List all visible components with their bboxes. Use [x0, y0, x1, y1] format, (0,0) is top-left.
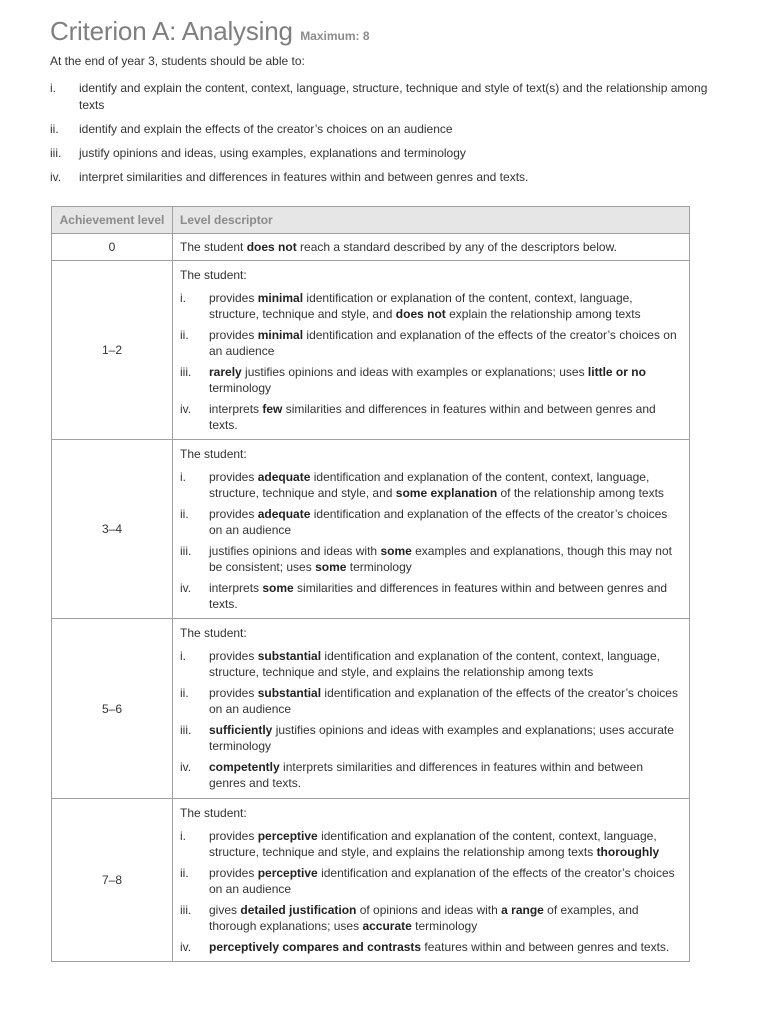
- objective-number: ii.: [50, 122, 59, 136]
- descriptor-item-number: i.: [180, 291, 186, 305]
- descriptor-item: [180, 543, 682, 575]
- descriptor-emphasis: rarely: [209, 365, 242, 379]
- descriptor-text: terminology: [209, 381, 272, 395]
- descriptor-text: provides: [209, 649, 258, 663]
- descriptor-emphasis: few: [262, 402, 283, 416]
- descriptor-item-number: ii.: [180, 328, 189, 342]
- descriptor-item: [180, 469, 682, 501]
- descriptor-emphasis: accurate: [362, 919, 412, 933]
- table-row: [52, 619, 690, 799]
- level-cell: 5–6: [52, 619, 173, 799]
- criterion-heading: [50, 16, 370, 47]
- descriptor-emphasis: perceptively compares and contrasts: [209, 940, 422, 954]
- descriptor-text: The student: [180, 240, 247, 254]
- objective-item: [50, 80, 710, 114]
- descriptor-text: of the relationship among texts: [497, 486, 664, 500]
- descriptor-emphasis: some: [262, 581, 294, 595]
- descriptor-item: [180, 648, 682, 680]
- descriptor-item-number: ii.: [180, 686, 189, 700]
- descriptor-item: [180, 685, 682, 717]
- descriptor-cell: [173, 799, 690, 962]
- descriptor-emphasis: thoroughly: [596, 845, 660, 859]
- objectives-list: [50, 80, 710, 193]
- descriptor-item-number: iii.: [180, 544, 192, 558]
- descriptor-text: of examples, and thorough explanations; uses: [209, 903, 639, 933]
- descriptor-item-number: iii.: [180, 903, 192, 917]
- descriptor-text: explain the relationship among texts: [445, 307, 641, 321]
- descriptor-cell: [173, 619, 690, 799]
- objective-text: justify opinions and ideas, using examples, explanations and terminology: [79, 146, 466, 160]
- descriptor-item: [180, 364, 682, 396]
- descriptor-text: similarities and differences in features within and between genres and texts.: [209, 402, 656, 432]
- descriptor-text: examples and explanations, though this may not be consistent; uses: [209, 544, 672, 574]
- level-cell: 3–4: [52, 440, 173, 619]
- descriptor-text: provides: [209, 328, 258, 342]
- descriptor-text: identification and explanation of the effects of the creator’s choices on an audience: [209, 866, 675, 896]
- objective-number: iv.: [50, 170, 62, 184]
- descriptor-item: [180, 580, 682, 612]
- descriptor-text: gives: [209, 903, 241, 917]
- descriptor-text: of opinions and ideas with: [356, 903, 502, 917]
- descriptor-emphasis: minimal: [257, 328, 304, 342]
- objective-text: identify and explain the effects of the creator’s choices on an audience: [79, 122, 453, 136]
- descriptor-text: justifies opinions and ideas with: [209, 544, 381, 558]
- descriptor-item-number: iv.: [180, 940, 192, 954]
- descriptor-text: provides: [209, 507, 258, 521]
- descriptor-list: [180, 469, 682, 612]
- descriptor-emphasis: perceptive: [257, 866, 318, 880]
- descriptor-emphasis: adequate: [257, 507, 311, 521]
- descriptor-emphasis: little or no: [587, 365, 646, 379]
- descriptor-emphasis: some: [315, 560, 347, 574]
- descriptor-emphasis: minimal: [257, 291, 304, 305]
- descriptor-text: identification and explanation of the content, context, language, structure, technique and style, and explains the relationship among texts: [209, 649, 660, 679]
- table-row: [52, 799, 690, 962]
- descriptor-cell: [173, 234, 690, 261]
- level-cell: 0: [52, 234, 173, 261]
- descriptor-text: identification and explanation of the effects of the creator’s choices on an audience: [209, 686, 678, 716]
- descriptor-text: reach a standard described by any of the descriptors below.: [296, 240, 617, 254]
- descriptor-item-number: iv.: [180, 760, 192, 774]
- descriptor-intro: The student:: [180, 626, 247, 640]
- objective-number: i.: [50, 81, 56, 95]
- descriptor-item-number: i.: [180, 829, 186, 843]
- objective-number: iii.: [50, 146, 62, 160]
- descriptor-emphasis: perceptive: [257, 829, 318, 843]
- descriptor-text: interprets: [209, 402, 263, 416]
- descriptor-item: [180, 722, 682, 754]
- page-title: Criterion A: Analysing: [50, 16, 293, 46]
- descriptor-text: features within and between genres and texts.: [421, 940, 670, 954]
- descriptor-item: [180, 865, 682, 897]
- objective-item: [50, 121, 710, 138]
- descriptor-item-number: ii.: [180, 866, 189, 880]
- descriptor-emphasis: a range: [501, 903, 544, 917]
- descriptor-item-number: i.: [180, 649, 186, 663]
- descriptor-item: [180, 759, 682, 791]
- level-cell: 7–8: [52, 799, 173, 962]
- table-row: [52, 234, 690, 261]
- descriptor-intro: The student:: [180, 806, 247, 820]
- descriptor-text: justifies opinions and ideas with examples or explanations; uses: [241, 365, 588, 379]
- descriptor-item: [180, 939, 682, 955]
- achievement-level-header: Achievement level: [52, 207, 173, 234]
- table-header-row: [52, 207, 690, 234]
- descriptor-text: interprets: [209, 581, 263, 595]
- intro-text: At the end of year 3, students should be able to:: [50, 54, 305, 68]
- descriptor-item-number: iv.: [180, 581, 192, 595]
- descriptor-item-number: iii.: [180, 365, 192, 379]
- objective-text: interpret similarities and differences in features within and between genres and texts.: [79, 170, 529, 184]
- descriptor-emphasis: competently: [209, 760, 280, 774]
- descriptor-emphasis: substantial: [257, 686, 322, 700]
- descriptor-item-number: ii.: [180, 507, 189, 521]
- objective-text: identify and explain the content, context, language, structure, technique and style of text(s) and the relationship among texts: [79, 81, 708, 112]
- descriptor-emphasis: some explanation: [395, 486, 498, 500]
- descriptor-text: identification and explanation of the effects of the creator’s choices on an audience: [209, 328, 677, 358]
- level-descriptor-header: Level descriptor: [173, 207, 690, 234]
- descriptor-text: similarities and differences in features within and between genres and texts.: [209, 581, 668, 611]
- descriptor-item: [180, 506, 682, 538]
- descriptor-text: provides: [209, 686, 258, 700]
- descriptor-text: terminology: [346, 560, 412, 574]
- rubric-table: [51, 206, 690, 962]
- descriptor-item-number: iv.: [180, 402, 192, 416]
- descriptor-emphasis: does not: [246, 240, 297, 254]
- descriptor-text: interprets similarities and differences in features within and between genres and texts.: [209, 760, 643, 790]
- table-row: [52, 261, 690, 440]
- descriptor-item-number: i.: [180, 470, 186, 484]
- descriptor-text: provides: [209, 866, 258, 880]
- descriptor-cell: [173, 261, 690, 440]
- descriptor-list: [180, 828, 682, 955]
- descriptor-item: [180, 290, 682, 322]
- level-cell: 1–2: [52, 261, 173, 440]
- descriptor-emphasis: some: [380, 544, 412, 558]
- descriptor-cell: [173, 440, 690, 619]
- descriptor-item: [180, 902, 682, 934]
- descriptor-text: identification or explanation of the content, context, language, structure, technique and style, and: [209, 291, 633, 321]
- descriptor-intro: The student:: [180, 268, 247, 282]
- descriptor-item: [180, 401, 682, 433]
- maximum-label: Maximum: 8: [300, 29, 370, 43]
- descriptor-item: [180, 327, 682, 359]
- objective-item: [50, 169, 710, 186]
- descriptor-text: terminology: [411, 919, 478, 933]
- descriptor-text: provides: [209, 291, 258, 305]
- descriptor-text: provides: [209, 470, 258, 484]
- descriptor-text: identification and explanation of the content, context, language, structure, technique and style, and explains the relationship among texts: [209, 829, 657, 859]
- descriptor-text: identification and explanation of the content, context, language, structure, technique and style, and: [209, 470, 650, 500]
- objective-item: [50, 145, 710, 162]
- descriptor-emphasis: sufficiently: [209, 723, 273, 737]
- table-row: [52, 440, 690, 619]
- descriptor-item-number: iii.: [180, 723, 192, 737]
- descriptor-emphasis: substantial: [257, 649, 322, 663]
- descriptor-text: justifies opinions and ideas with examples and explanations; uses accurate terminology: [209, 723, 674, 753]
- descriptor-list: [180, 290, 682, 433]
- descriptor-emphasis: detailed justification: [240, 903, 357, 917]
- descriptor-text: provides: [209, 829, 258, 843]
- descriptor-emphasis: does not: [395, 307, 446, 321]
- descriptor-emphasis: adequate: [257, 470, 311, 484]
- descriptor-item: [180, 828, 682, 860]
- descriptor-intro: The student:: [180, 447, 247, 461]
- descriptor-text: identification and explanation of the effects of the creator’s choices on an audience: [209, 507, 668, 537]
- descriptor-list: [180, 648, 682, 791]
